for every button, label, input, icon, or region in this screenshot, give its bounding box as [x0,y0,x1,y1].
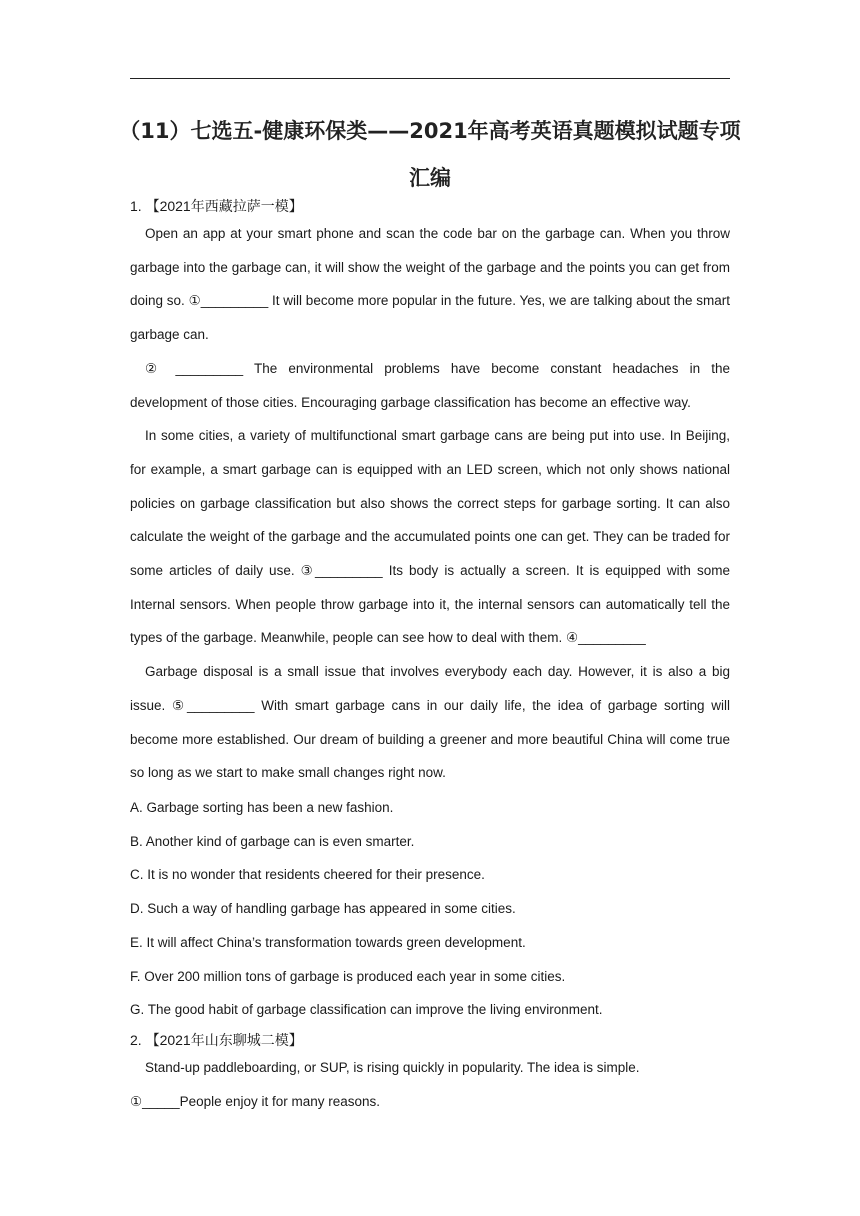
question-1-options [130,791,730,1027]
passage-paragraph: ② _________ The environmental problems have become constant headaches in the development of those cities. Encouraging garbage classification has become an effective way. [130,360,730,410]
question-2-passage [130,1051,730,1118]
option-a: A. Garbage sorting has been a new fashion. [130,800,394,815]
option-b: B. Another kind of garbage can is even smarter. [130,833,415,849]
passage-paragraph: Open an app at your smart phone and scan the code bar on the garbage can. When you throw garbage into the garbage can, it will show the weight of the garbage and the points you can get from doing so. ①_________ It will become more popular in the future. Yes, we are talking about the smart garbage can. [130,226,730,343]
option-d: D. Such a way of handling garbage has appeared in some cities. [130,901,516,917]
question-1-passage [130,217,730,790]
question-1-header: 1. 【2021年西藏拉萨一模】 [130,198,303,214]
header-rule [130,78,730,79]
option-f: F. Over 200 million tons of garbage is produced each year in some cities. [130,968,566,984]
passage-paragraph: In some cities, a variety of multifunctional smart garbage cans are being put into use. In Beijing, for example, a smart garbage can is equipped with an LED screen, which not only shows national policies on garbage classification but also shows the correct steps for garbage sorting. It can also calculate the weight of the garbage and the accumulated points one can get. They can be traded for some articles of daily use. ③_________ Its body is actually a screen. It is equipped with some Internal sensors. When people throw garbage into it, the internal sensors can automatically tell the types of the garbage. Meanwhile, people can see how to deal with them. ④_________ [130,428,730,646]
option-g: G. The good habit of garbage classification can improve the living environment. [130,1002,603,1018]
option-e: E. It will affect China’s transformation towards green development. [130,934,526,950]
option-c: C. It is no wonder that residents cheered for their presence. [130,867,485,883]
question-2-header: 2. 【2021年山东聊城二模】 [130,1032,303,1048]
passage-paragraph: Stand-up paddleboarding, or SUP, is rising quickly in popularity. The idea is simple. [145,1060,640,1075]
page-title: （11）七选五-健康环保类——2021年高考英语真题模拟试题专项汇编 [119,119,741,190]
passage-paragraph: ①_____People enjoy it for many reasons. [130,1093,381,1109]
passage-paragraph: Garbage disposal is a small issue that involves everybody each day. However, it is also a big issue. ⑤_________ With smart garbage cans in our daily life, the idea of garbage sorting will become more established. Our dream of building a greener and more beautiful China will come true so long as we start to make small changes right now. [130,664,730,781]
